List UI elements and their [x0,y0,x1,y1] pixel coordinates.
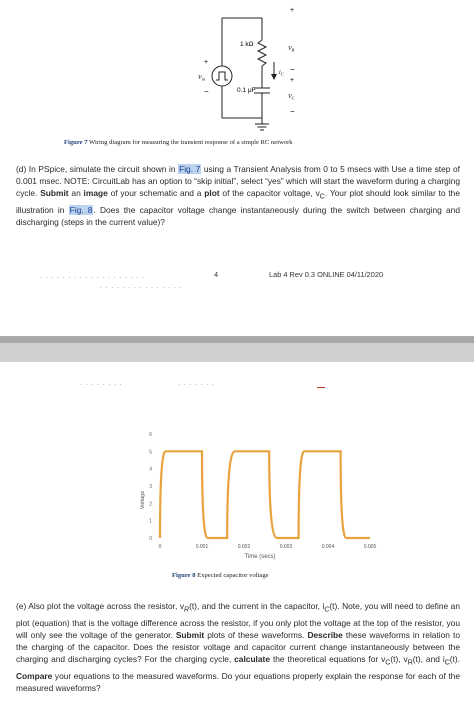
part-e-text-1: (e) Also plot the voltage across the resistor, v [16,601,185,611]
vin-label: $V_{in}$ [198,75,206,82]
part-e-text-2: (t), and the current in the capacitor, i [189,601,325,611]
y-tick-label: 1 [149,518,152,525]
current-arrow-head [271,74,277,80]
vc-plus: + [290,77,295,84]
figure8-number: Figure 8 [172,572,196,579]
part-e-text-10: your equations to the measured waveforms. Do your equations properly explain the response for each of the measured waveforms? [16,670,460,693]
vr-plus: + [290,7,295,14]
capacitor-voltage-chart [132,420,382,562]
part-d-bold-plot: plot [204,188,220,199]
y-tick-label: 2 [149,501,152,508]
faded-artifact: · · · · · · · · · · · · · · · [100,285,183,291]
part-d-paragraph [16,163,460,228]
page-separator-band [0,336,474,343]
x-tick-label: 0.002 [237,544,251,550]
pulse-waveform-icon [216,72,228,80]
x-tick-label: 0.003 [279,544,293,550]
part-e-text-3: (t). Note, you will need to define an plot (equation) that is the voltage difference across the resistor, if you only plot the voltage at the top of the resistor, you will only see the voltage of the generator. [16,601,460,640]
x-tick-label: 0 [158,544,162,550]
part-e-paragraph [16,600,460,694]
part-e-text-4: plots of these waveforms. [204,629,308,640]
part-e-text-7: (t), v [390,654,408,665]
x-tick-label: 0.001 [195,544,209,550]
capacitor-label: 0.1 μF [237,87,256,94]
x-tick-label: 0.004 [321,544,335,550]
part-d-text-2: using a Transient Analysis from 0 to 5 msecs with Use a time step of 0.001 msec. NOTE: CircuitLab has an option to “skip initial”, select “yes” which will start the waveform during a charging cycle. [16,164,461,199]
part-d-text-6: . Your plot should look similar to the illustration in [16,188,460,215]
faded-artifact: · · · · · · · [178,382,215,388]
faded-artifact: · · · · · · · · [80,382,123,388]
figure7-caption-text: Wiring diagram for measuring the transient response of a simple RC network [87,139,293,146]
resistor-label: 1 kΩ [240,41,254,48]
series-line-vc [160,451,370,538]
part-e-text-9: (t). [449,654,460,665]
part-e-sub-r2: R [407,659,413,667]
part-d-text-3: an [68,188,84,199]
faded-artifact: · · · · · · · · · · · · · · · · · · · [40,275,145,281]
part-e-text-6: the theoretical equations for v [270,654,386,665]
page-number: 4 [214,270,219,279]
source-circle [212,66,232,86]
ic-label: $i_C$ [279,70,284,77]
figure8-caption [172,572,269,579]
vin-minus: − [204,87,209,96]
part-e-bold-describe: Describe [307,629,343,640]
part-e-text-5: these waveforms in relation to the charging of the capacitor. Does the resistor voltage and capacitor current change instantaneously between the charging and discharging cycles? For the charging cycle, [16,629,460,665]
document-info: Lab 4 Rev 0.3 ONLINE 04/11/2020 [269,270,384,279]
vr-label: $V_R$ [288,46,295,53]
part-e-text-8: (t), and i [412,654,445,665]
part-d-text-4: of your schematic and a [107,188,205,199]
y-tick-label: 0 [149,536,152,542]
figure7-number: Figure 7 [64,139,88,146]
page-separator [0,336,474,362]
fig7-reference-link[interactable]: Fig. 7 [179,164,201,174]
part-d-text-5: of the capacitor voltage, v [219,188,320,199]
y-axis-label: Voltage [140,490,146,510]
resistor-symbol [258,40,266,66]
y-tick-label: 5 [149,449,152,456]
part-d-bold-submit: Submit [40,188,69,199]
part-e-sub-c: C [324,606,330,614]
part-e-sub-c2: C [385,659,391,667]
vc-minus: − [290,107,295,116]
part-e-sub-r: R [184,606,190,614]
part-d-bold-image: image [83,188,108,199]
part-d-text-1: (d) In PSpice, simulate the circuit shown in [16,164,179,174]
figure7-caption [64,139,293,146]
part-d-sub-c: C [319,193,325,201]
x-axis-label: Time (secs) [244,554,276,560]
y-tick-label: 4 [149,466,152,473]
rc-circuit-schematic [182,0,322,132]
y-tick-label: 3 [149,484,152,490]
fig8-reference-link[interactable]: Fig. 8 [69,204,93,215]
part-e-bold-submit: Submit [175,629,205,640]
figure8-caption-text: Expected capacitor voltage [195,572,269,579]
part-e-bold-calculate: calculate [234,654,270,665]
faded-artifact [317,380,325,388]
part-e-bold-compare: Compare [16,670,53,681]
x-tick-label: 0.005 [363,544,377,550]
part-e-sub-c3: C [444,659,450,667]
y-tick-label: 6 [149,432,152,438]
part-d-text-7: . Does the capacitor voltage change instantaneously during the switch between charging and discharging (steps in the current value)? [16,204,460,228]
vc-label: $V_C$ [288,94,295,101]
vin-plus: + [204,59,209,66]
vr-minus: − [290,65,295,74]
